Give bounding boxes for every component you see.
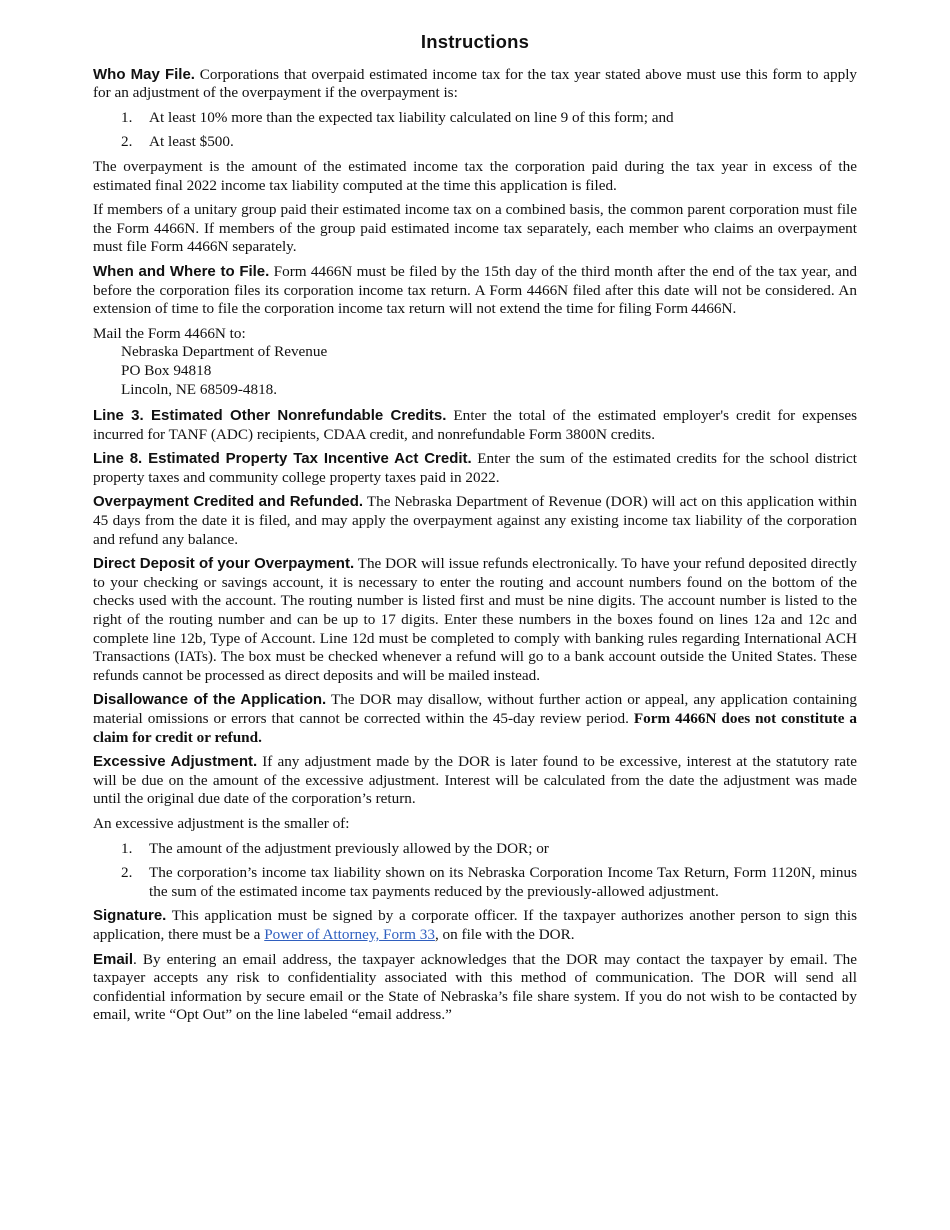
excessive-smaller-intro: An excessive adjustment is the smaller of:: [93, 814, 350, 832]
signature-heading: Signature.: [93, 907, 167, 925]
when-where-text: Form 4466N must be filed by the 15th day of the third month after the end of the tax year, and before the corporation files its corporation income tax return. A Form 4466N filed after this date will not be considered. An extension of time to file the corporation income tax return will not extend the time for filing Form 4466N.: [93, 262, 858, 318]
overpayment-credited-heading: Overpayment Credited and Refunded.: [93, 493, 364, 511]
list-item: [93, 133, 857, 152]
list-number: 1.: [121, 839, 133, 857]
line8-paragraph: [93, 450, 857, 487]
instructions-page: [93, 30, 857, 1031]
excessive-adjustment-paragraph: [93, 753, 857, 809]
line8-text: Enter the sum of the estimated credits for the school district property taxes and community college property taxes paid in 2022.: [93, 450, 858, 486]
address-line: Nebraska Department of Revenue: [121, 343, 328, 361]
excessive-adjustment-list: [93, 840, 857, 902]
overpayment-definition: The overpayment is the amount of the estimated income tax the corporation paid during the tax year in excess of the estimated final 2022 income tax liability computed at the time this application is filed.: [93, 157, 857, 194]
list-number: 2.: [121, 864, 133, 882]
signature-text: This application must be signed by a corporate officer. If the taxpayer authorizes another person to sign this application, there must be a: [93, 907, 857, 943]
overpayment-credited-paragraph: [93, 493, 857, 549]
signature-paragraph: [93, 907, 857, 944]
power-of-attorney-link[interactable]: Power of Attorney, Form 33: [264, 925, 435, 943]
list-item: [93, 840, 857, 859]
page-title: Instructions: [420, 31, 530, 52]
who-may-file-text: Corporations that overpaid estimated income tax for the tax year stated above must use this form to apply for an adjustment of the overpayment if the overpayment is:: [93, 65, 858, 102]
who-may-file-paragraph: [93, 66, 857, 103]
disallowance-heading: Disallowance of the Application.: [93, 691, 327, 709]
disallowance-text: The DOR may disallow, without further action or appeal, any application containing material omissions or errors that cannot be corrected within the 45-day review period.: [93, 691, 857, 727]
address-line: PO Box 94818: [121, 361, 212, 379]
list-number: 2.: [121, 133, 133, 151]
line3-paragraph: [93, 407, 857, 444]
when-where-paragraph: [93, 263, 857, 319]
direct-deposit-paragraph: [93, 555, 857, 685]
mailing-address-block: [93, 325, 857, 399]
direct-deposit-heading: Direct Deposit of your Overpayment.: [93, 555, 355, 573]
list-item: [93, 864, 857, 901]
line3-text: Enter the total of the estimated employer's credit for expenses incurred for TANF (ADC) recipients, CDAA credit, and nonrefundable Form 3800N credits.: [93, 407, 858, 443]
overpayment-credited-text: The Nebraska Department of Revenue (DOR) will act on this application within 45 days from the date it is filed, and may apply the overpayment against any existing income tax liability of the corporation and refund any balance.: [93, 493, 857, 548]
direct-deposit-text: The DOR will issue refunds electronically. To have your refund deposited directly to your checking or savings account, it is necessary to enter the routing and account numbers found on the bottom of the checks used with the account. The routing number is listed first and must be nine digits. The account number is listed to the right of the routing number and can be up to 17 digits. Enter these numbers in the boxes found on lines 12a and 12c and complete line 12b, Type of Account. Line 12d must be completed to comply with banking rules regarding International ACH Transactions (IATs). The box must be checked whenever a refund will go to a bank account outside the United States. These refunds cannot be processed as direct deposits and will be mailed instead.: [93, 555, 857, 684]
unitary-group-paragraph: If members of a unitary group paid their estimated income tax on a combined basis, the common parent corporation must file the Form 4466N. If members of the group paid estimated income tax separately, each member who claims an overpayment must file Form 4466N separately.: [93, 201, 857, 256]
list-text: At least $500.: [149, 133, 234, 151]
who-may-file-heading: Who May File.: [93, 65, 195, 83]
list-number: 1.: [121, 108, 133, 126]
when-where-heading: When and Where to File.: [93, 262, 270, 280]
mail-intro: Mail the Form 4466N to:: [93, 324, 246, 342]
address-line: Lincoln, NE 68509-4818.: [121, 380, 278, 398]
list-text: At least 10% more than the expected tax liability calculated on line 9 of this form; and: [149, 108, 674, 126]
excessive-adjustment-text: If any adjustment made by the DOR is later found to be excessive, interest at the statutory rate will be due on the amount of the excessive adjustment. Interest will be calculated from the date the adjustment was made until the original due date of the corporation’s return.: [93, 753, 857, 808]
list-item: [93, 109, 857, 128]
email-heading: Email: [93, 950, 134, 968]
list-text: The corporation’s income tax liability shown on its Nebraska Corporation Income Tax Return, Form 1120N, minus the sum of the estimated income tax payments reduced by the previously-allowed adjustment.: [149, 864, 857, 900]
email-text: . By entering an email address, the taxpayer acknowledges that the DOR may contact the taxpayer by email. The taxpayer accepts any risk to confidentiality associated with this method of communication. The DOR will send all confidential information by secure email or the State of Nebraska’s file share system. If you do not wish to be contacted by email, write “Opt Out” on the line labeled “email address.”: [93, 950, 857, 1024]
excessive-adjustment-heading: Excessive Adjustment.: [93, 753, 258, 771]
signature-text-after: , on file with the DOR.: [434, 925, 575, 943]
email-paragraph: [93, 951, 857, 1025]
disallowance-bold-text: Form 4466N does not constitute a claim for credit or refund.: [93, 710, 858, 746]
disallowance-paragraph: [93, 691, 857, 747]
overpayment-conditions-list: [93, 109, 857, 152]
line8-heading: Line 8. Estimated Property Tax Incentive Act Credit.: [93, 450, 472, 468]
line3-heading: Line 3. Estimated Other Nonrefundable Credits.: [93, 407, 447, 425]
list-text: The amount of the adjustment previously allowed by the DOR; or: [149, 839, 549, 857]
